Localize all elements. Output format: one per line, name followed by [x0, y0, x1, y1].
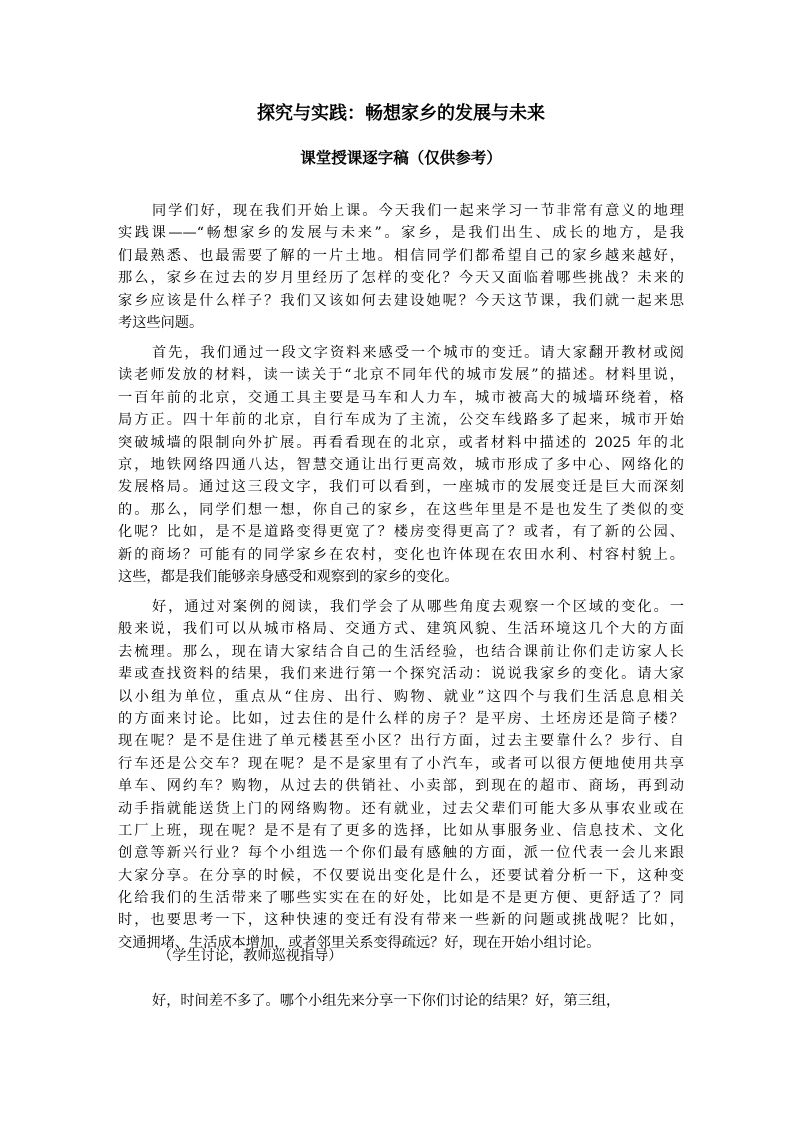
text-line: 现在呢？是不是住进了单元楼甚至小区？出行方面，过去主要靠什么？步行、自 — [118, 733, 684, 750]
text-line: 以小组为单位，重点从“住房、出行、购物、就业”这四个与我们生活息息相关 — [118, 688, 684, 705]
paragraph-activity — [118, 596, 684, 954]
document-title: 探究与实践：畅想家乡的发展与未来 — [257, 103, 545, 124]
text-line: 的方面来讨论。比如，过去住的是什么样的房子？是平房、土坯房还是筒子楼？ — [118, 710, 684, 727]
text-line: 新的商场？可能有的同学家乡在农村，变化也许体现在农田水利、村容村貌上。 — [118, 546, 684, 563]
text-line: 般来说，我们可以从城市格局、交通方式、建筑风貌、生活环境这几个大的方面 — [118, 621, 684, 638]
text-line: 时，也要思考一下，这种快速的变迁有没有带来一些新的问题或挑战呢？比如， — [118, 912, 684, 929]
text-line: 发展格局。通过这三段文字，我们可以看到，一座城市的发展变迁是巨大而深刻 — [118, 479, 684, 496]
text-line: 读老师发放的材料，读一读关于“北京不同年代的城市发展”的描述。材料里说， — [118, 367, 684, 384]
text-line: 单车、网约车？购物，从过去的供销社、小卖部，到现在的超市、商场，再到动 — [118, 778, 684, 795]
text-line: 的。那么，同学们想一想，你自己的家乡，在这些年里是不是也发生了类似的变 — [118, 501, 684, 518]
text-line: 好，时间差不多了。哪个小组先来分享一下你们讨论的结果？好，第三组， — [152, 993, 621, 1009]
text-line: 交通拥堵、生活成本增加，或者邻里关系变得疏远？好，现在开始小组讨论。 — [118, 934, 601, 951]
text-line: 去梳理。那么，现在请大家结合自己的生活经验，也结合课前让你们走访家人长 — [118, 643, 684, 660]
text-line: 行车还是公交车？现在呢？是不是家里有了小汽车，或者可以很方便地使用共享 — [118, 755, 684, 772]
text-line: 京，地铁网络四通八达，智慧交通让出行更高效，城市形成了多中心、网络化的 — [118, 456, 684, 473]
text-line: 化呢？比如，是不是道路变得更宽了？楼房变得更高了？或者，有了新的公园、 — [118, 524, 684, 541]
paragraph-intro — [118, 200, 684, 334]
text-line: 实践课——“畅想家乡的发展与未来”。家乡，是我们出生、成长的地方，是我 — [118, 225, 684, 242]
text-line: 家乡应该是什么样子？我们又该如何去建设她呢？今天这节课，我们就一起来思 — [118, 292, 684, 309]
text-line: 们最熟悉、也最需要了解的一片土地。相信同学们都希望自己的家乡越来越好， — [118, 247, 684, 264]
text-line: 一百年前的北京，交通工具主要是马车和人力车，城市被高大的城墙环绕着，格 — [118, 389, 684, 406]
text-line: 首先，我们通过一段文字资料来感受一个城市的变迁。请大家翻开教材或阅 — [152, 345, 684, 361]
text-line: 局方正。四十年前的北京，自行车成为了主流，公交车线路多了起来，城市开始 — [118, 412, 684, 429]
text-line: 化给我们的生活带来了哪些实实在在的好处，比如是不是更方便、更舒适了？同 — [118, 890, 684, 907]
text-line: 工厂上班，现在呢？是不是有了更多的选择，比如从事服务业、信息技术、文化 — [118, 822, 684, 839]
text-line: 那么，家乡在过去的岁月里经历了怎样的变化？今天又面临着哪些挑战？未来的 — [118, 270, 684, 287]
text-line: 辈或查找资料的结果，我们来进行第一个探究活动：说说我家乡的变化。请大家 — [118, 666, 684, 683]
paragraph-case-study — [118, 342, 684, 588]
text-line: 动手指就能送货上门的网络购物。还有就业，过去父辈们可能大多从事农业或在 — [118, 800, 684, 817]
text-line: 突破城墙的限制向外扩展。再看看现在的北京，或者材料中描述的 2025 年的北 — [118, 434, 684, 451]
text-line: 这些，都是我们能够亲身感受和观察到的家乡的变化。 — [118, 568, 459, 585]
document-subtitle: 课堂授课逐字稿（仅供参考） — [300, 148, 502, 167]
paragraph-sharing — [118, 990, 684, 1012]
text-line: 好，通过对案例的阅读，我们学会了从哪些角度去观察一个区域的变化。一 — [152, 599, 684, 615]
text-line: 创意等新兴行业？每个小组选一个你们最有感触的方面，派一位代表一会儿来跟 — [118, 845, 684, 862]
text-line: 同学们好，现在我们开始上课。今天我们一起来学习一节非常有意义的地理 — [152, 203, 684, 219]
text-line: 大家分享。在分享的时候，不仅要说出变化是什么，还要试着分析一下，这种变 — [118, 867, 684, 884]
text-line: 考这些问题。 — [118, 314, 204, 331]
stage-note: （学生讨论，教师巡视指导） — [158, 948, 343, 964]
